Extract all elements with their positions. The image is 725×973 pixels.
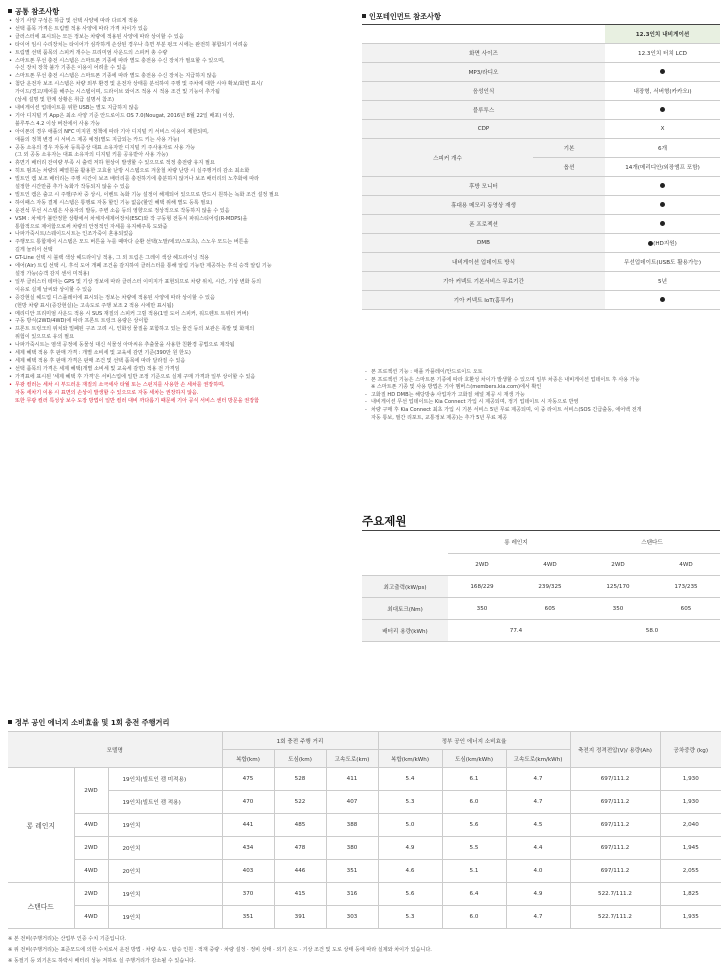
filled-circle-icon <box>660 297 665 302</box>
note-item: 수신 장치 장착 불가 기종은 이용이 어려울 수 있음 <box>15 65 127 72</box>
energy-eff-cell: 4.5 <box>506 814 570 837</box>
info-header-value: 12.3인치 내비게이션 <box>605 25 720 44</box>
spec-group-header: 롱 레인지 <box>448 531 584 554</box>
energy-wheel-cell: 20인치 <box>108 860 222 883</box>
specs-table <box>362 530 720 642</box>
energy-battery-cell: 697/111.2 <box>570 768 660 791</box>
info-row-label: 화면 사이즈 <box>362 44 605 63</box>
info-row-value <box>605 101 720 120</box>
note-item: • 히트 펌프는 차량의 폐열원을 활용한 고효율 난방 시스템으로 겨울철 차량 난방 시 실주행거리 감소 최소화 <box>8 168 353 176</box>
energy-weight-cell: 1,945 <box>660 837 721 860</box>
filled-circle-icon <box>660 69 665 74</box>
square-bullet-icon <box>8 720 12 724</box>
info-row-label: CDP <box>362 120 605 139</box>
note-item: • 나파가죽시트는 염색 공정에 동물성 대신 식물성 아마씨유 추출물을 사용한 친환경 공법으로 제작됨 <box>8 342 353 350</box>
filled-circle-icon <box>660 202 665 207</box>
energy-drive-cell: 2WD <box>74 883 108 906</box>
spec-drive-header: 4WD <box>652 554 720 576</box>
energy-range-cell: 415 <box>274 883 326 906</box>
energy-eff-cell: 6.0 <box>442 906 506 929</box>
energy-weight-header: 공차중량 (kg) <box>660 732 721 768</box>
info-header-row <box>362 25 720 44</box>
note-item: • VSM : 차체가 불안정한 상황에서 차체자세제어장치(ESC)와 작 구동형 전동식 파워스티어링(R-MDPS)을 <box>8 216 353 224</box>
energy-range-cell: 351 <box>326 860 378 883</box>
spec-drive-header: 4WD <box>516 554 584 576</box>
note-item: 설정 가능(승객 감지 센서 미적용) <box>15 271 90 277</box>
spec-row <box>362 576 720 598</box>
energy-title-text: 정부 공인 에너지 소비효율 및 1회 충전 주행거리 <box>15 718 170 727</box>
info-row-label: 기아 커넥트 기본서비스 무료기간 <box>362 272 605 291</box>
energy-range-col-header: 고속도로(km) <box>326 750 378 768</box>
spec-row-value: 173/235 <box>652 576 720 598</box>
note-item: • 하이패스 자동 결제 시스템은 통행료 자동 할인 기능 없음(할인 혜택 위해 별도 등록 필요) <box>8 200 353 208</box>
info-row <box>362 196 720 215</box>
note-item: • 구동 방식(2WD/4WD)에 따라 프론트 트렁크 용량은 상이함 <box>8 318 353 326</box>
energy-eff-cell: 5.1 <box>442 860 506 883</box>
energy-header-row-1 <box>8 732 721 750</box>
note-item: • 메리디안 프리미엄 사운드 적용 시 SUS 재질의 스피커 그릴 적용(1열 도어 스피커, 워드렌트 트위터 커버) <box>8 311 353 319</box>
energy-row <box>8 883 721 906</box>
energy-note-item: ※ 본 전비(주행거리)는 산업부 인증 수치 기준입니다. <box>8 936 126 942</box>
note-item: • 에어(Air) 트림 선택 시, 후석 도어 개폐 조건을 감지하여 클러스터를 통해 알림 기능만 제공하는 후석 승객 알림 기능 <box>8 263 353 271</box>
note-item: 길게 눌러서 선택 <box>15 247 53 254</box>
energy-wheel-cell: 19인치(빌트인 캠 미적용) <box>108 768 222 791</box>
energy-weight-cell: 1,930 <box>660 768 721 791</box>
info-row-label: DMB <box>362 234 605 253</box>
info-row-label: 휴대용 메모리 동영상 재생 <box>362 196 605 215</box>
info-row <box>362 63 720 82</box>
energy-eff-cell: 5.6 <box>378 883 442 906</box>
info-row <box>362 234 720 253</box>
spec-row-value: 58.0 <box>584 620 720 642</box>
energy-range-col-header: 도심(km) <box>274 750 326 768</box>
info-row-value-text: X <box>660 126 665 132</box>
energy-wheel-cell: 19인치 <box>108 883 222 906</box>
spec-row-value: 168/229 <box>448 576 516 598</box>
info-row-value-text: (HD지원) <box>653 241 677 247</box>
infotainment-notes <box>364 369 724 422</box>
energy-range-cell: 522 <box>274 791 326 814</box>
note-item: • 트림별 선택 품목의 스피커 개수는 프리미엄 사운드의 스피커 총 수량 <box>8 50 353 58</box>
spec-drive-header: 2WD <box>584 554 652 576</box>
energy-drive-cell: 2WD <box>74 768 108 814</box>
energy-range-cell: 370 <box>222 883 274 906</box>
energy-eff-cell: 4.4 <box>506 837 570 860</box>
info-row-value-text: 내장형, 서버형(카카오i) <box>633 89 692 95</box>
info-note-item: - 고화질 HD DMB는 해당방송 사업자가 고화질 채널 제공 시 재생 가능 <box>364 392 724 400</box>
energy-eff-cell: 6.0 <box>442 791 506 814</box>
note-item: 자동 세차기 이용 시 표면의 손상이 발생할 수 있으므로 자동 세차는 권장하지 않음. <box>15 389 199 396</box>
energy-range-cell: 478 <box>274 837 326 860</box>
energy-group-cell: 스탠다드 <box>8 883 74 929</box>
info-row-value <box>605 44 720 63</box>
energy-eff-col-header: 도심(km/kWh) <box>442 750 506 768</box>
energy-range-cell: 434 <box>222 837 274 860</box>
info-row-value <box>605 291 720 310</box>
square-bullet-icon <box>362 14 366 18</box>
energy-group-cell: 롱 레인지 <box>8 768 74 883</box>
info-row-label: 음성인식 <box>362 82 605 101</box>
energy-range-cell: 391 <box>274 906 326 929</box>
note-item: (상세 설명 및 한계 상황은 취급 설명서 참조) <box>15 97 114 104</box>
energy-weight-cell: 2,040 <box>660 814 721 837</box>
energy-eff-header: 정부 공인 에너지 소비효율 <box>378 732 570 750</box>
energy-eff-cell: 4.7 <box>506 768 570 791</box>
note-item: • 선택 품목의 가격은 세제 혜택(개별 소비세 및 교육세 감면) 적용 전 가격임 <box>8 366 353 374</box>
energy-range-cell: 351 <box>222 906 274 929</box>
info-row-value <box>605 139 720 158</box>
filled-circle-icon <box>660 183 665 188</box>
energy-note-item: ※ 위 전비(주행거리)는 표준모드에 의한 수치로서 운전 방법 · 차량 속도 · 탑승 인원 · 적재 중량 · 차량 설정 · 정비 상태 · 외기 온도 · 기상 조건 및 도로 상태 등에 따라 실제와 차이가 있습니다. <box>8 947 432 953</box>
info-row-value <box>605 120 720 139</box>
infotainment-section-title <box>362 12 441 22</box>
energy-drive-cell: 2WD <box>74 837 108 860</box>
energy-model-header: 모델명 <box>8 732 222 768</box>
energy-section-title <box>8 718 169 728</box>
note-item: • 스마트폰 무선 충전 시스템은 스마트폰 기종에 따라 별도 충전용 수신 장치가 필요할 수 있으며, <box>8 58 353 66</box>
info-row-value <box>605 215 720 234</box>
spec-row-label: 배터리 용량(kWh) <box>362 620 448 642</box>
energy-battery-cell: 522.7/111.2 <box>570 906 660 929</box>
note-item: • 프론트 트렁크의 위치와 밀폐된 구조 고려 시, 인화성 물질을 포함하고 있는 물건 등의 보관은 폭발 및 화재의 <box>8 326 353 334</box>
info-row-value-text: 6개 <box>658 146 667 152</box>
info-note-item: - 폰 프로젝션 기능은 스마트폰 기종에 따라 호환성 차이가 발생할 수 있으며 일부 차종은 내비게이션 업데이트 후 사용 가능 <box>364 377 724 385</box>
info-row-value-text: 무선업데이트(USB도 활용가능) <box>623 260 702 266</box>
spec-group-row <box>362 531 720 554</box>
note-item: 이유로 실제 날씨와 상이할 수 있음 <box>15 286 92 293</box>
info-note-item: - 내비게이션 무선 업데이트는 Kia Connect 가입 시 제공되며, 정기 업데이트 시 자동으로 반영 <box>364 399 724 407</box>
note-item: (그 외 공동 소유자는 대표 소유자의 디지털 키를 공유받아 사용 가능) <box>15 152 169 159</box>
note-item: (헌방 차량 표시(증강현실)는 고속도로 주행 보조 2 적용 시에만 표시됨) <box>15 302 174 309</box>
energy-range-cell: 380 <box>326 837 378 860</box>
info-row-value <box>605 82 720 101</box>
info-row-sublabel: 기본 <box>533 139 605 158</box>
spec-row-value: 77.4 <box>448 620 584 642</box>
info-row <box>362 44 720 63</box>
spec-drive-header: 2WD <box>448 554 516 576</box>
spec-row-value: 350 <box>448 598 516 620</box>
energy-drive-cell: 4WD <box>74 860 108 883</box>
notes-list <box>8 18 353 405</box>
info-row-label: 기아 커넥트 IoT(홈투카) <box>362 291 605 310</box>
note-item: • 빌트인 캠 보조 배터리는 주행 시간이 보조 배터리를 충전하기에 충분하지 않거나 보조 배터리의 노후화에 따라 <box>8 176 353 184</box>
note-item: • 세제 혜택 적용 후 판매 가격은 판매 조건 및 선택 품목에 따라 달라질 수 있음 <box>8 358 353 366</box>
energy-weight-cell: 1,825 <box>660 883 721 906</box>
note-item: • 주행모드 통합제어 시스템은 모드 버튼을 누를 때마다 순환 선택(노말/에코/스포츠), 스노우 모드는 버튼을 <box>8 239 353 247</box>
note-item: 통합적으로 제어함으로써 차량의 안정적인 자세를 유지해주록 도와줌 <box>15 223 168 230</box>
energy-weight-cell: 1,930 <box>660 791 721 814</box>
note-item: • 내비게이션 업데이트를 위한 USB는 별도 지급하지 않음 <box>8 105 353 113</box>
info-row-label: MP3/라디오 <box>362 63 605 82</box>
spec-row-value: 605 <box>516 598 584 620</box>
energy-range-cell: 388 <box>326 814 378 837</box>
energy-row <box>8 860 721 883</box>
note-item: • 무광 컬러는 세차 시 부드러운 재질의 소극세사 타월 또는 스펀지를 사용한 손 세차를 권장하며, <box>8 382 353 390</box>
energy-eff-cell: 5.3 <box>378 906 442 929</box>
energy-drive-cell: 4WD <box>74 906 108 929</box>
info-note-item: ※ 스마트폰 기종 및 사용 방법은 기아 멤버스(members.kia.com)에서 확인 <box>371 384 542 391</box>
info-row-value <box>605 63 720 82</box>
energy-eff-cell: 4.9 <box>506 883 570 906</box>
specs-title: 주요제원 <box>362 514 407 528</box>
note-item: 위험이 있으므로 유의 필요 <box>15 334 74 341</box>
info-row <box>362 291 720 310</box>
energy-range-cell: 403 <box>222 860 274 883</box>
energy-wheel-cell: 19인치 <box>108 814 222 837</box>
energy-eff-cell: 5.4 <box>378 768 442 791</box>
info-row <box>362 120 720 139</box>
note-item: • 타이어 임시 수리장치는 타이어가 심각하게 손상된 경우나 측면 부분 펑크 시에는 완전히 봉합되기 어려움 <box>8 42 353 50</box>
energy-range-cell: 303 <box>326 906 378 929</box>
info-row <box>362 177 720 196</box>
energy-weight-cell: 1,935 <box>660 906 721 929</box>
note-item: • 빌트인 캠은 출고 시 주행/주차 중 상시, 이벤트 녹화 기능 설정이 해제되어 있으므로 반드시 원하는 녹화 조건 설정 필요 <box>8 192 353 200</box>
energy-weight-cell: 2,055 <box>660 860 721 883</box>
energy-wheel-cell: 19인치 <box>108 906 222 929</box>
spec-group-header: 스탠다드 <box>584 531 720 554</box>
spec-row-label: 최고출력(kW/ps) <box>362 576 448 598</box>
info-note-item: - 차량 구매 후 Kia Connect 최초 가입 시 기본 서비스 5년 무료 제공되며, 이 중 라이트 서비스(SOS 긴급출동, 에어백 전개 <box>364 407 724 415</box>
energy-eff-cell: 5.6 <box>442 814 506 837</box>
energy-row <box>8 906 721 929</box>
energy-wheel-cell: 19인치(빌트인 캠 적용) <box>108 791 222 814</box>
note-item: • 클러스터에 표시되는 모든 정보는 차량에 적용된 사양에 따라 상이할 수 있음 <box>8 34 353 42</box>
spec-row-value: 350 <box>584 598 652 620</box>
energy-eff-cell: 4.9 <box>378 837 442 860</box>
energy-range-cell: 446 <box>274 860 326 883</box>
energy-eff-cell: 5.0 <box>378 814 442 837</box>
info-row-label: 블루투스 <box>362 101 605 120</box>
info-row-label: 후방 모니터 <box>362 177 605 196</box>
energy-eff-cell: 4.6 <box>378 860 442 883</box>
energy-notes <box>8 934 723 967</box>
info-row <box>362 253 720 272</box>
energy-row <box>8 814 721 837</box>
energy-range-cell: 528 <box>274 768 326 791</box>
note-item: • 아이폰의 경우 애플의 NFC 미지원 정책에 따라 기아 디지털 키 서비스 이용이 제한되며, <box>8 129 353 137</box>
info-row <box>362 101 720 120</box>
square-bullet-icon <box>8 9 12 13</box>
energy-battery-cell: 697/111.2 <box>570 837 660 860</box>
energy-range-cell: 485 <box>274 814 326 837</box>
notes-section-title <box>8 7 59 17</box>
infotainment-title-text: 인포테인먼트 참조사항 <box>369 12 441 21</box>
energy-row <box>8 791 721 814</box>
note-item: • 공동 소유의 경우 자동차 등록증상 대표 소유자만 디지털 키 주사용자로 사용 가능 <box>8 145 353 153</box>
note-item: • GT-Line 선택 시 블랙 색상 헤드라이닝 적용, 그 외 트림은 그레이 색상 헤드라이닝 적용 <box>8 255 353 263</box>
note-item: • 가격표에 표시된 '세제 혜택 후 가격'은 서비스업에 일반 조정 기준으로 실제 구매 가격과 일부 상이할 수 있음 <box>8 374 353 382</box>
note-item: 가이드/경고/제어를 해주는 시스템이며, 드라이브 와이즈 적용 시 적용 조건 및 기능이 추가됨 <box>15 89 220 96</box>
note-item: • 상기 사양 구성은 하급 및 선택 사양에 따라 다르게 적용 <box>8 18 353 26</box>
info-row-label: 내비게이션 업데이트 방식 <box>362 253 605 272</box>
energy-eff-cell: 4.7 <box>506 906 570 929</box>
spec-battery-row <box>362 620 720 642</box>
spec-row-value: 125/170 <box>584 576 652 598</box>
info-row-value-text: 5년 <box>658 279 667 285</box>
note-item: 블루투스 4.2 이상 버전에서 사용 가능 <box>15 120 101 127</box>
energy-row <box>8 837 721 860</box>
note-item: • 증강현실 헤드업 디스플레이에 표시되는 정보는 차량에 적용된 사양에 따라 상이할 수 있음 <box>8 295 353 303</box>
energy-eff-cell: 5.3 <box>378 791 442 814</box>
spec-row-value: 239/325 <box>516 576 584 598</box>
energy-eff-cell: 6.4 <box>442 883 506 906</box>
energy-range-cell: 441 <box>222 814 274 837</box>
info-row-value <box>605 158 720 177</box>
info-row <box>362 215 720 234</box>
energy-range-cell: 470 <box>222 791 274 814</box>
info-note-item: 자동 통보, 필간 리포트, 교통정보 제공)는 추가 5년 무료 제공 <box>371 414 508 421</box>
info-row-sublabel: 옵션 <box>533 158 605 177</box>
info-row-value <box>605 253 720 272</box>
info-row-value <box>605 196 720 215</box>
energy-drive-cell: 4WD <box>74 814 108 837</box>
info-row-label: 스피커 개수 <box>362 139 533 177</box>
note-item: • 스마트폰 무선 충전 시스템은 스마트폰 기종에 따라 별도 충전용 수신 장치는 지급하지 않음 <box>8 73 353 81</box>
info-row-value <box>605 177 720 196</box>
energy-battery-cell: 697/111.2 <box>570 860 660 883</box>
energy-note-item: ※ 동절기 등 외기온도 하락시 배터리 성능 저하로 실 주행거리가 감소될 수 있습니다. <box>8 958 196 964</box>
info-row-value <box>605 272 720 291</box>
energy-row <box>8 768 721 791</box>
energy-eff-cell: 6.1 <box>442 768 506 791</box>
energy-range-cell: 475 <box>222 768 274 791</box>
energy-range-col-header: 복합(km) <box>222 750 274 768</box>
info-row <box>362 82 720 101</box>
filled-circle-icon <box>660 221 665 226</box>
energy-eff-cell: 4.0 <box>506 860 570 883</box>
infotainment-table <box>362 24 720 310</box>
energy-wheel-cell: 20인치 <box>108 837 222 860</box>
note-item: • 운전석 무선 시스템은 사용자의 발등, 주변 소음 등의 영향으로 정상적으로 작동하지 않을 수 있음 <box>8 208 353 216</box>
info-row-value-text: 14개(메리디안/외장앰프 포함) <box>625 165 700 171</box>
energy-battery-header: 축전지 정격전압(V)/ 용량(Ah) <box>570 732 660 768</box>
energy-range-cell: 407 <box>326 791 378 814</box>
note-item: • 선택 품목 가격은 트림별 적용 사양에 따라 가격 차이가 있음 <box>8 26 353 34</box>
info-row-value <box>605 234 720 253</box>
energy-eff-col-header: 복합(km/kWh) <box>378 750 442 768</box>
energy-range-cell: 411 <box>326 768 378 791</box>
energy-eff-cell: 4.7 <box>506 791 570 814</box>
info-row <box>362 272 720 291</box>
note-item: • 일부 클러스터 테마는 GPS 및 기상 정보에 따라 클러스터 이미지가 표현되므로 차량 위치, 시간, 기상 변화 등의 <box>8 279 353 287</box>
filled-circle-icon <box>660 107 665 112</box>
note-item: • 기아 디지털 키 App은 최소 사양 기준 안드로이드 OS 7.0(Nougat, 2016년 8월 22일 배포) 이상, <box>8 113 353 121</box>
spec-row <box>362 598 720 620</box>
energy-table <box>8 731 721 929</box>
spec-row-value: 605 <box>652 598 720 620</box>
note-item: • 나파가죽시트/스웨이드시트는 인조가죽이 혼용되었음 <box>8 231 353 239</box>
energy-range-cell: 316 <box>326 883 378 906</box>
info-row-label: 폰 프로젝션 <box>362 215 605 234</box>
note-item: • 첨단 운전자 보조 시스템은 차량 외부 환경 및 운전자 상태를 분석하여 주행 및 주차에 대한 시야 확보/화면 표시/ <box>8 81 353 89</box>
energy-battery-cell: 697/111.2 <box>570 814 660 837</box>
energy-eff-col-header: 고속도로(km/kWh) <box>506 750 570 768</box>
energy-range-header: 1회 충전 주행 거리 <box>222 732 378 750</box>
note-item: • 세제 혜택 적용 후 판매 가격 : 개별 소비세 및 교육세 감면 기준(390만 원 한도) <box>8 350 353 358</box>
energy-battery-cell: 522.7/111.2 <box>570 883 660 906</box>
spec-corner <box>362 531 448 576</box>
note-item: • 휴면기 배터리 잔여량 부족 시 출력 저하 현상이 발생할 수 있으므로 적정 충전량 유지 필요 <box>8 160 353 168</box>
info-row-value-text: 12.3인치 터치 LCD <box>638 51 687 57</box>
spec-row-label: 최대토크(Nm) <box>362 598 448 620</box>
notes-title-text: 공통 참조사항 <box>15 7 60 16</box>
energy-eff-cell: 5.5 <box>442 837 506 860</box>
info-note-item: - 폰 프로젝션 기능 : 애플 카플레이/안드로이드 오토 <box>364 369 724 377</box>
note-item: 설정한 시간만큼 추가 녹화가 작동되지 않을 수 있음 <box>15 184 130 191</box>
energy-battery-cell: 697/111.2 <box>570 791 660 814</box>
note-item: 애플의 정책 변경 시 서비스 제공 예정(별도 지급되는 카드 키는 사용 가능) <box>15 136 180 143</box>
note-item: 또한 무광 컬러 특성상 보수 도장 방법이 일반 컬러 대비 까다롭기 때문에 기아 공식 서비스 센터 방문을 권장함 <box>15 397 260 404</box>
info-row <box>362 139 720 158</box>
info-header-blank <box>362 25 605 44</box>
